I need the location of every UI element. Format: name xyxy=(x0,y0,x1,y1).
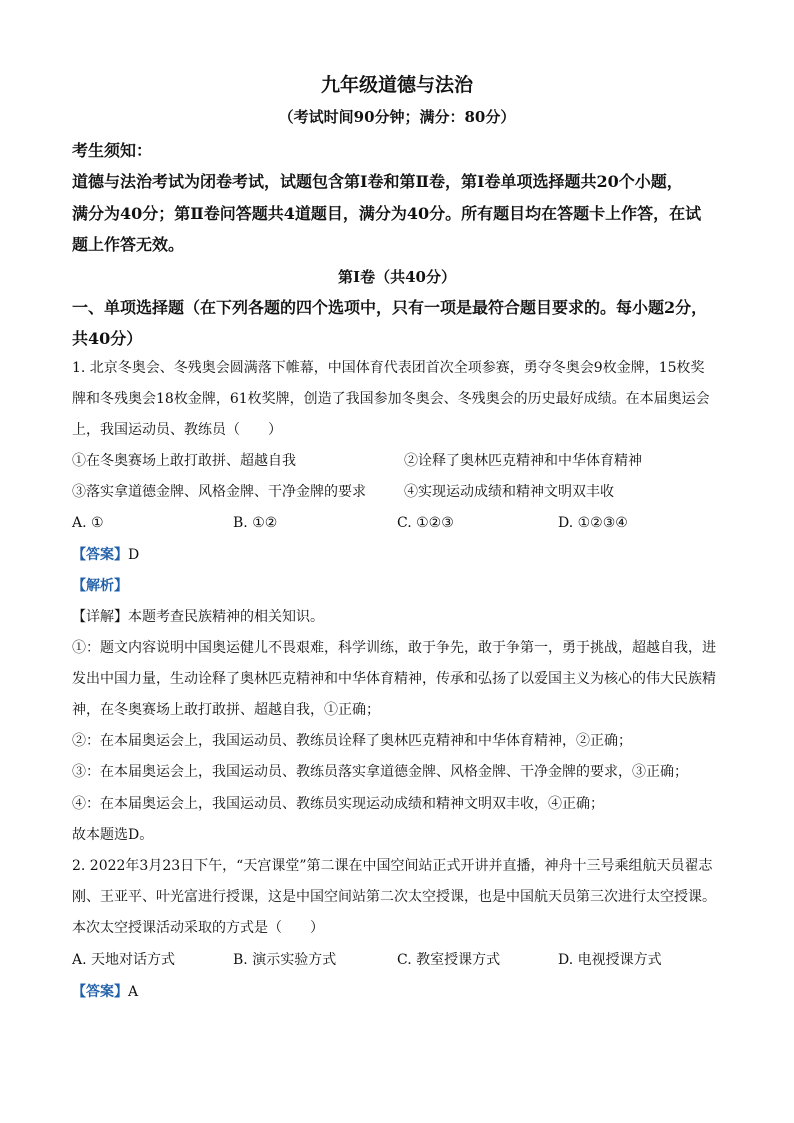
q1-stem-line: 牌和冬残奥会18枚金牌，61枚奖牌，创造了我国参加冬奥会、冬残奥会的历史最好成绩。在本届奥运会 xyxy=(72,391,710,407)
q2-option-b: B. 演示实验方式 xyxy=(233,952,337,968)
q1-explanation-line: 发出中国力量，生动诠释了奥林匹克精神和中华体育精神，传承和弘扬了以爱国主义为核心的伟大民族精 xyxy=(72,671,716,687)
q1-explanation-line: ③：在本届奥运会上，我国运动员、教练员落实拿道德金牌、风格金牌、干净金牌的要求，③正确； xyxy=(72,764,688,780)
notice-line: 道德与法治考试为闭卷考试，试题包含第Ⅰ卷和第Ⅱ卷，第Ⅰ卷单项选择题共20个小题， xyxy=(72,172,683,191)
q1-statement: ②诠释了奥林匹克精神和中华体育精神 xyxy=(404,453,642,469)
notice-line: 满分为40分；第Ⅱ卷问答题共4道题目，满分为40分。所有题目均在答题卡上作答，在试 xyxy=(72,204,702,223)
q1-option-a: A. ① xyxy=(72,515,104,531)
q1-stem-line: 上，我国运动员、教练员（ ） xyxy=(72,422,282,438)
q1-option-b: B. ①② xyxy=(233,515,278,531)
exam-title: 九年级道德与法治 xyxy=(320,74,473,96)
detail-text: 本题考查民族精神的相关知识。 xyxy=(128,609,324,625)
q2-option-a: A. 天地对话方式 xyxy=(72,952,176,968)
q1-explanation-line: ②：在本届奥运会上，我国运动员、教练员诠释了奥林匹克精神和中华体育精神，②正确； xyxy=(72,733,632,749)
q2-stem-line: 刚、王亚平、叶光富进行授课，这是中国空间站第二次太空授课，也是中国航天员第三次进行太空授课。 xyxy=(72,889,716,905)
q1-conclusion: 故本题选D。 xyxy=(72,827,154,843)
q1-explanation-line: ④：在本届奥运会上，我国运动员、教练员实现运动成绩和精神文明双丰收，④正确； xyxy=(72,796,604,812)
q1-answer xyxy=(72,545,139,565)
exam-subtitle: （考试时间90分钟；满分：80分） xyxy=(278,108,516,126)
answer-value: A xyxy=(128,984,139,1000)
q2-option-c: C. 教室授课方式 xyxy=(397,952,501,968)
q1-analysis xyxy=(72,576,128,596)
notice-heading: 考生须知： xyxy=(72,141,153,160)
q2-option-d: D. 电视授课方式 xyxy=(558,952,662,968)
part-heading-line: 共40分） xyxy=(72,329,143,348)
part-heading-line: 一、单项选择题（在下列各题的四个选项中，只有一项是最符合题目要求的。每小题2分， xyxy=(72,298,708,317)
q1-option-d: D. ①②③④ xyxy=(558,515,628,531)
q1-detail xyxy=(72,607,324,627)
notice-line: 题上作答无效。 xyxy=(72,235,185,254)
q2-stem-line: 2. 2022年3月23日下午，“天宫课堂”第二课在中国空间站正式开讲并直播，神舟十三号乘组航天员翟志 xyxy=(72,858,713,874)
answer-tag: 【答案】 xyxy=(72,547,128,563)
section-heading: 第Ⅰ卷（共40分） xyxy=(338,268,456,286)
q1-explanation-line: ①：题文内容说明中国奥运健儿不畏艰难，科学训练，敢于争先，敢于争第一，勇于挑战，超越自我，进 xyxy=(72,640,716,656)
q1-stem-line: 1. 北京冬奥会、冬残奥会圆满落下帷幕，中国体育代表团首次全项参赛，勇夺冬奥会9枚金牌，15枚奖 xyxy=(72,360,705,376)
analysis-tag: 【解析】 xyxy=(72,578,128,594)
q1-option-c: C. ①②③ xyxy=(397,515,454,531)
q2-answer xyxy=(72,982,138,1002)
q2-stem-line: 本次太空授课活动采取的方式是（ ） xyxy=(72,920,324,936)
answer-tag: 【答案】 xyxy=(72,984,128,1000)
q1-explanation-line: 神，在冬奥赛场上敢打敢拼、超越自我，①正确； xyxy=(72,702,380,718)
q1-statement: ①在冬奥赛场上敢打敢拼、超越自我 xyxy=(72,453,296,469)
q1-statement: ④实现运动成绩和精神文明双丰收 xyxy=(404,484,614,500)
answer-value: D xyxy=(128,547,140,563)
detail-tag: 【详解】 xyxy=(72,609,128,625)
q1-statement: ③落实拿道德金牌、风格金牌、干净金牌的要求 xyxy=(72,484,366,500)
